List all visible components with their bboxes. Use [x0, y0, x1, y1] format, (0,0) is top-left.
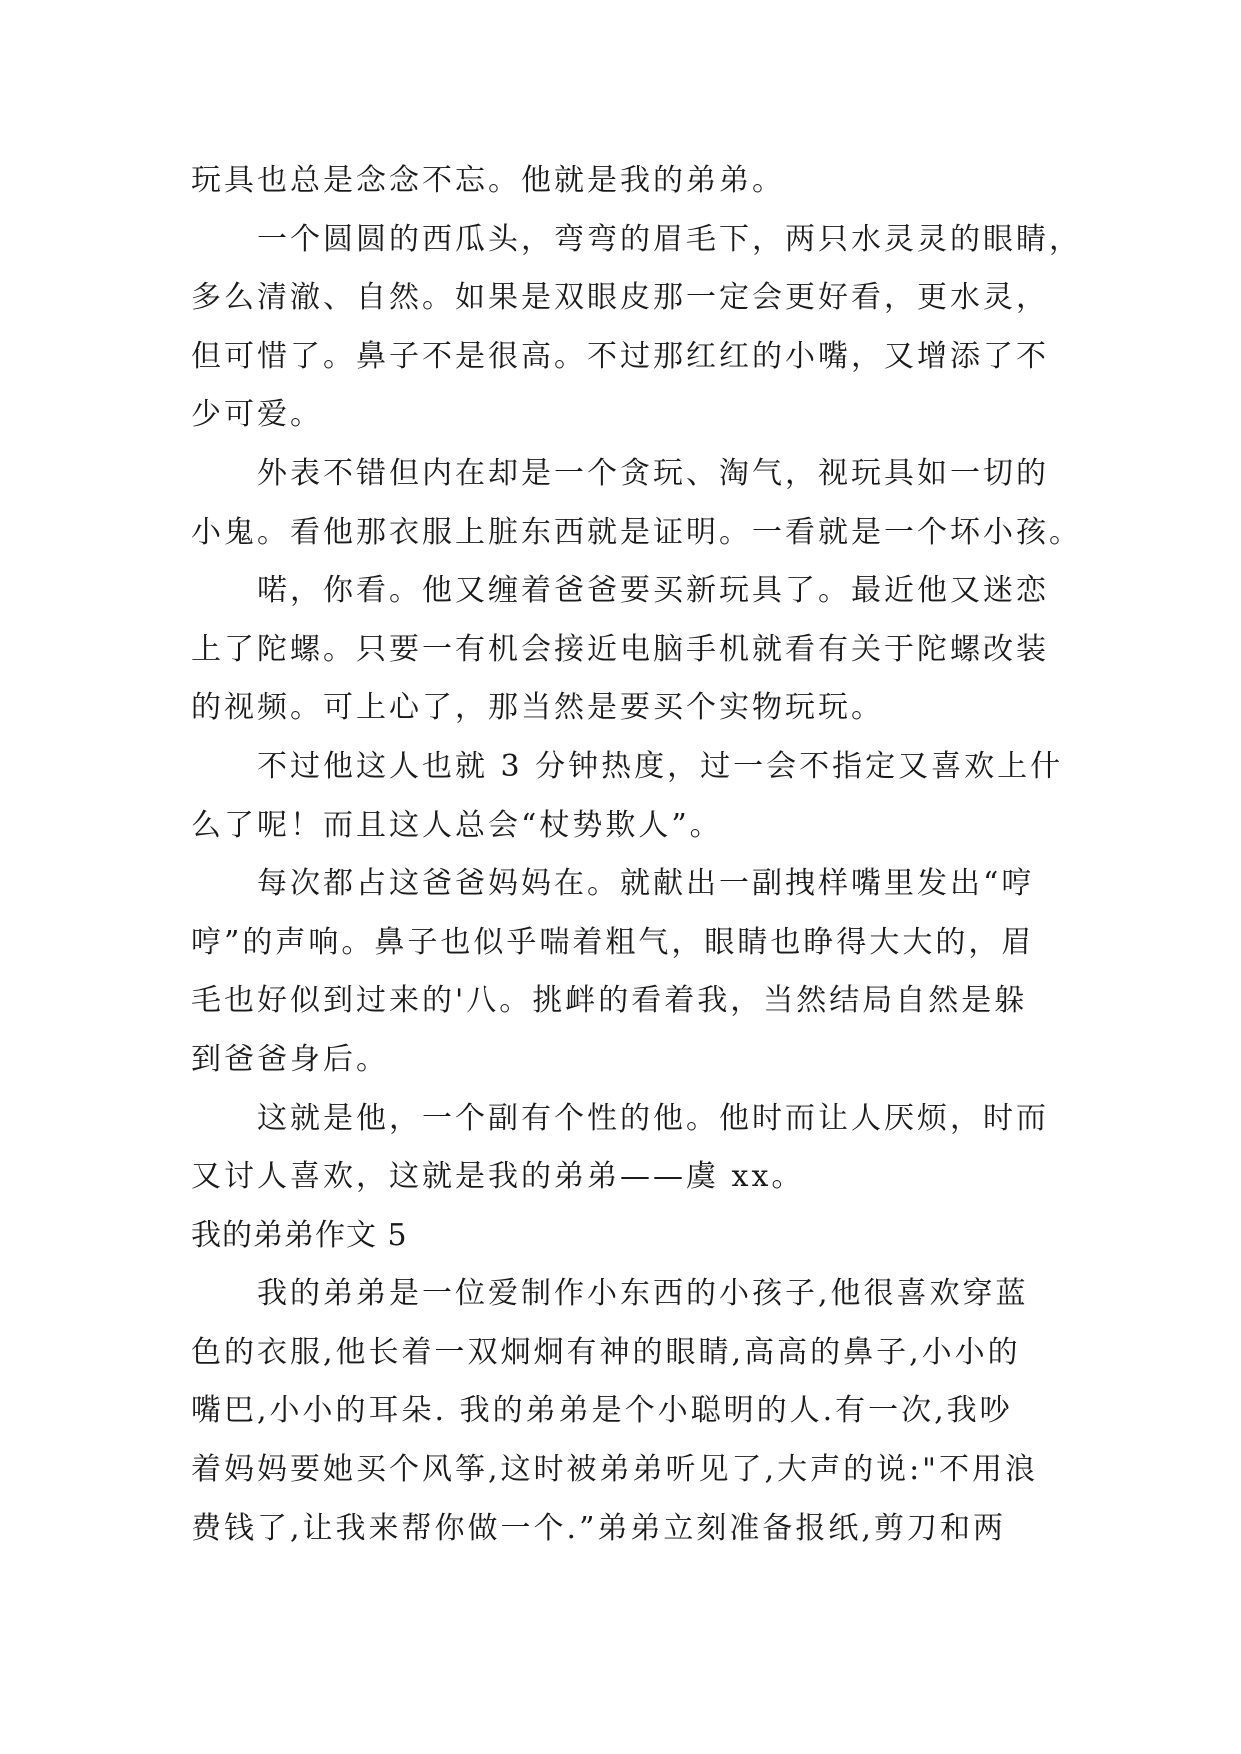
text-line: 小鬼。看他那衣服上脏东西就是证明。一看就是一个坏小孩。 [191, 514, 1082, 550]
essay-body [191, 152, 1082, 1558]
paragraph-start-line: 我的弟弟是一位爱制作小东西的小孩子,他很喜欢穿蓝 [257, 1276, 1029, 1312]
text-line: 多么清澈、自然。如果是双眼皮那一定会更好看，更水灵， [191, 280, 1049, 316]
text-line: 费钱了,让我来帮你做一个.”弟弟立刻准备报纸,剪刀和两 [191, 1510, 1006, 1546]
section-heading: 我的弟弟作文 5 [191, 1217, 408, 1253]
text-line: 少可爱。 [191, 397, 323, 433]
text-line: 着妈妈要她买个风筝,这时被弟弟听见了,大声的说:"不用浪 [191, 1452, 1038, 1488]
text-line: 但可惜了。鼻子不是很高。不过那红红的小嘴，又增添了不 [191, 338, 1049, 374]
text-line: 嘴巴,小小的耳朵. 我的弟弟是个小聪明的人.有一次,我吵 [191, 1393, 1013, 1429]
text-line: 么了呢！而且这人总会“杖势欺人”。 [191, 807, 723, 843]
text-line: 毛也好似到过来的'八。挑衅的看着我，当然结局自然是躲 [191, 983, 1028, 1019]
text-line: 到爸爸身后。 [191, 1041, 389, 1077]
paragraph-start-line: 不过他这人也就 3 分钟热度，过一会不指定又喜欢上什 [257, 748, 1064, 784]
paragraph-start-line: 喏，你看。他又缠着爸爸要买新玩具了。最近他又迷恋 [257, 573, 1049, 609]
text-line: 玩具也总是念念不忘。他就是我的弟弟。 [191, 163, 785, 198]
paragraph-start-line: 每次都占这爸爸妈妈在。就献出一副拽样嘴里发出“哼 [257, 866, 1035, 902]
text-line: 哼”的声响。鼻子也似乎喘着粗气，眼睛也睁得大大的，眉 [191, 924, 1035, 960]
paragraph-start-line: 外表不错但内在却是一个贪玩、淘气，视玩具如一切的 [257, 455, 1049, 491]
text-line: 的视频。可上心了，那当然是要买个实物玩玩。 [191, 690, 884, 726]
text-line: 上了陀螺。只要一有机会接近电脑手机就看有关于陀螺改装 [191, 631, 1049, 667]
text-line: 色的衣服,他长着一双炯炯有神的眼睛,高高的鼻子,小小的 [191, 1334, 1021, 1370]
paragraph-start-line: 一个圆圆的西瓜头，弯弯的眉毛下，两只水灵灵的眼睛， [257, 221, 1082, 257]
paragraph-start-line: 这就是他，一个副有个性的他。他时而让人厌烦，时而 [257, 1100, 1049, 1136]
text-line: 又讨人喜欢，这就是我的弟弟——虞 xx。 [191, 1159, 805, 1195]
